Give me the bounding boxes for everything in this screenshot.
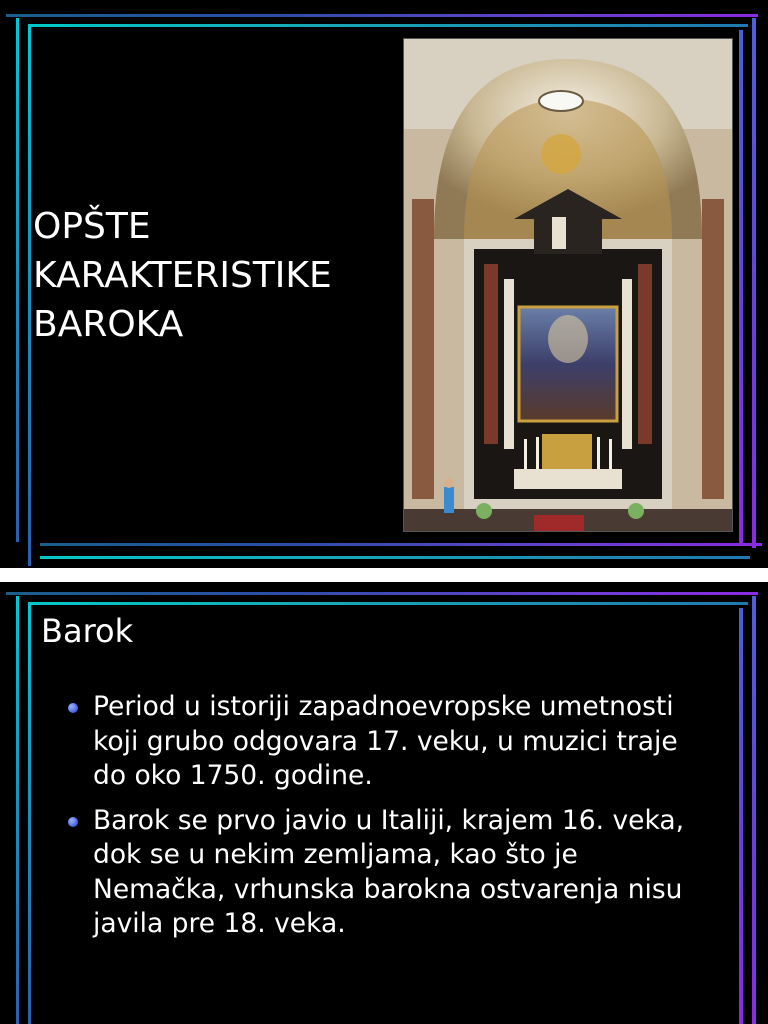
slide-title: Barok xyxy=(41,612,134,650)
bullet-list xyxy=(68,690,718,952)
slide-title: OPŠTE KARAKTERISTIKE BAROKA xyxy=(33,206,332,345)
left-border-accent-line xyxy=(28,604,31,1024)
bullet-text: Barok se prvo javio u Italiji, krajem 16. veka, dok se u nekim zemljama, kao što je Nemačka, vrhunska barokna ostvarenja nisu javila pre 18. veka. xyxy=(93,804,685,939)
bullet-text: Period u istoriji zapadnoevropske umetnosti koji grubo odgovara 17. veku, u muzici traje do oko 1750. godine. xyxy=(93,691,678,791)
bullet-icon xyxy=(68,703,78,713)
bottom-border-line xyxy=(40,543,762,546)
right-border-accent-line xyxy=(752,18,756,548)
left-border-line xyxy=(16,596,19,1024)
right-border-line xyxy=(739,608,743,1024)
top-border-line xyxy=(6,592,758,595)
left-border-line xyxy=(16,18,19,542)
bottom-border-accent-line xyxy=(40,556,750,559)
church-interior-photo xyxy=(403,38,733,532)
slide-2 xyxy=(0,582,768,1024)
right-border-accent-line xyxy=(752,596,756,1024)
right-border-line xyxy=(739,30,743,544)
bullet-icon xyxy=(68,817,78,827)
top-border-accent-line xyxy=(28,24,748,27)
top-border-line xyxy=(6,14,758,17)
bullet-item xyxy=(68,690,718,794)
left-border-accent-line xyxy=(28,26,31,566)
top-border-accent-line xyxy=(28,602,748,605)
bullet-item xyxy=(68,804,718,942)
